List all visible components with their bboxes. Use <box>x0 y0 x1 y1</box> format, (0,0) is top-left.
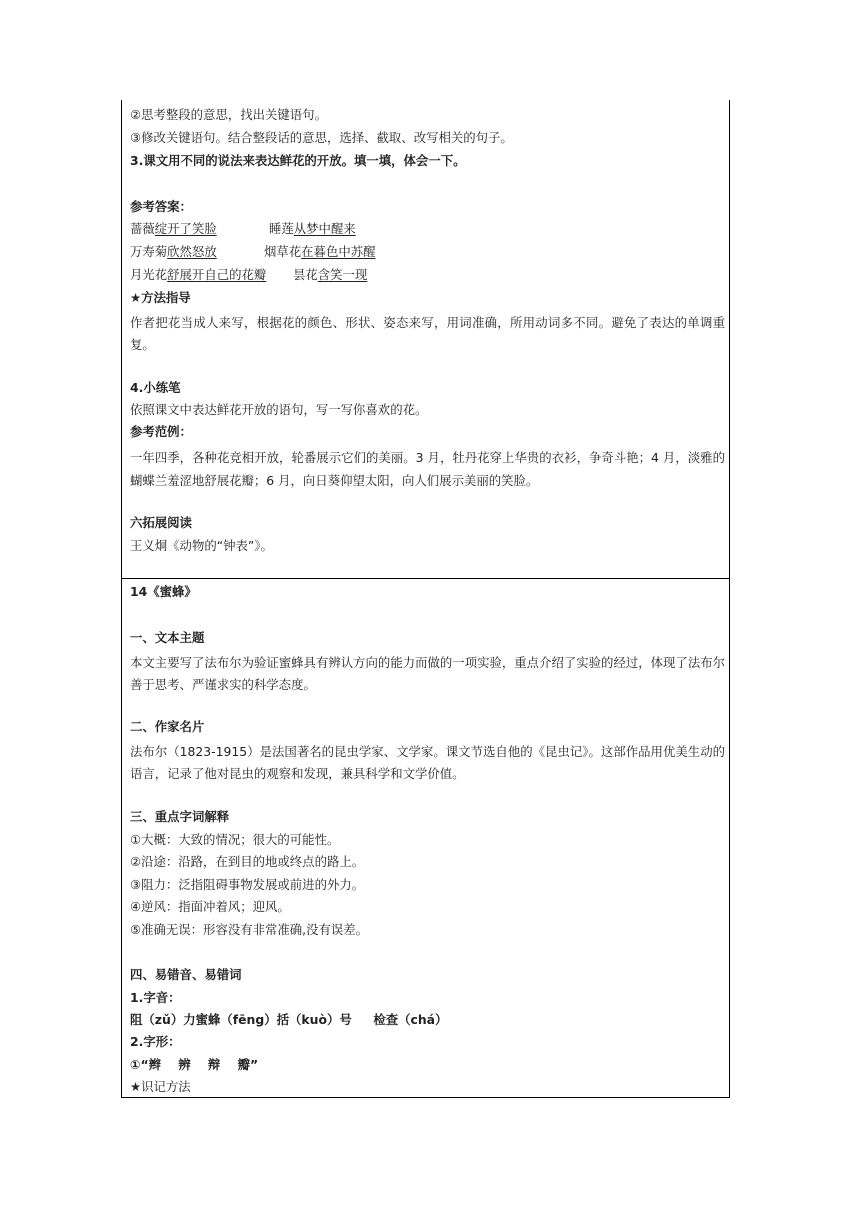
lesson-title: 14《蜜蜂》 <box>130 584 197 599</box>
answer-flower: 月光花 <box>130 267 168 282</box>
answer-row-right <box>269 221 356 237</box>
method-heading: ★方法指导 <box>130 290 191 305</box>
answer-row <box>130 267 266 283</box>
answer-heading: 参考答案： <box>130 199 192 214</box>
answer-phrase: 绽开了笑脸 <box>154 221 217 236</box>
answer-flower: 蔷薇 <box>130 221 155 236</box>
extended-reading-heading: 六拓展阅读 <box>130 515 192 530</box>
answer-row-right <box>293 267 367 283</box>
section-1-heading: 一、文本主题 <box>130 630 205 645</box>
answer-flower: 万寿菊 <box>130 244 168 259</box>
answer-row-right <box>264 244 376 260</box>
extended-reading-text: 王义炯《动物的“钟表”》。 <box>130 538 273 553</box>
vocab-item: ①大概：大致的情况；很大的可能性。 <box>130 832 340 847</box>
section-2-heading: 二、作家名片 <box>130 719 205 734</box>
section-3-heading: 三、重点字词解释 <box>130 809 230 824</box>
vocab-item: ②沿途：沿路，在到目的地或终点的路上。 <box>130 854 365 869</box>
answer-phrase: 从梦中醒来 <box>293 221 356 236</box>
question-4: 4.小练笔 <box>130 380 181 395</box>
section-1-text: 本文主要写了法布尔为验证蜜蜂具有辨认方向的能力而做的一项实验，重点介绍了实验的经过，体现了法布尔善于思考、严谨求实的科学态度。 <box>130 655 725 692</box>
method-text: 作者把花当成人来写，根据花的颜色、形状、姿态来写，用词准确，所用动词多不同。避免了表达的单调重复。 <box>130 315 725 352</box>
pronunciation-heading: 1.字音： <box>130 990 181 1005</box>
answer-phrase: 欣然怒放 <box>167 244 217 259</box>
section-4-heading: 四、易错音、易错词 <box>130 967 242 982</box>
example-text: 一年四季，各种花竞相开放，轮番展示它们的美丽。3 月，牡丹花穿上华贵的衣衫，争奇斗艳；4 月，淡雅的蝴蝶兰羞涩地舒展花瓣；6 月，向日葵仰望太阳，向人们展示美丽的笑脸。 <box>130 450 725 488</box>
step-3: ③修改关键语句。结合整段话的意思，选择、截取、改写相关的句子。 <box>130 130 513 145</box>
character-shape-text: ①“辫 辨 辩 瓣” <box>130 1057 259 1072</box>
pronunciation-text: 阻（zǔ）力蜜蜂（fēng）括（kuò）号 检查（chá） <box>130 1012 448 1027</box>
answer-phrase: 在暮色中苏醒 <box>301 244 376 259</box>
answer-phrase: 舒展开自己的花瓣 <box>167 267 267 282</box>
answer-flower: 昙花 <box>293 267 318 282</box>
character-shape-heading: 2.字形： <box>130 1034 181 1049</box>
question-3: 3.课文用不同的说法来表达鲜花的开放。填一填，体会一下。 <box>130 153 466 168</box>
section-2-text: 法布尔（1823-1915）是法国著名的昆虫学家、文学家。课文节选自他的《昆虫记》。这部作品用优美生动的语言，记录了他对昆虫的观察和发现，兼具科学和文学价值。 <box>130 744 725 781</box>
example-heading: 参考范例： <box>130 424 192 439</box>
answer-row <box>130 244 217 260</box>
answer-flower: 睡莲 <box>269 221 294 236</box>
question-4-text: 依照课文中表达鲜花开放的语句，写一写你喜欢的花。 <box>130 402 428 417</box>
memory-method-heading: ★识记方法 <box>130 1079 191 1094</box>
answer-row <box>130 221 217 237</box>
answer-phrase: 含笑一现 <box>317 267 368 282</box>
answer-flower: 烟草花 <box>264 244 302 259</box>
vocab-item: ⑤准确无误：形容没有非常准确,没有误差。 <box>130 922 369 937</box>
step-2: ②思考整段的意思，找出关键语句。 <box>130 107 327 122</box>
vocab-item: ③阻力：泛指阻碍事物发展或前进的外力。 <box>130 877 365 892</box>
vocab-item: ④逆风：指面冲着风；迎风。 <box>130 899 290 914</box>
